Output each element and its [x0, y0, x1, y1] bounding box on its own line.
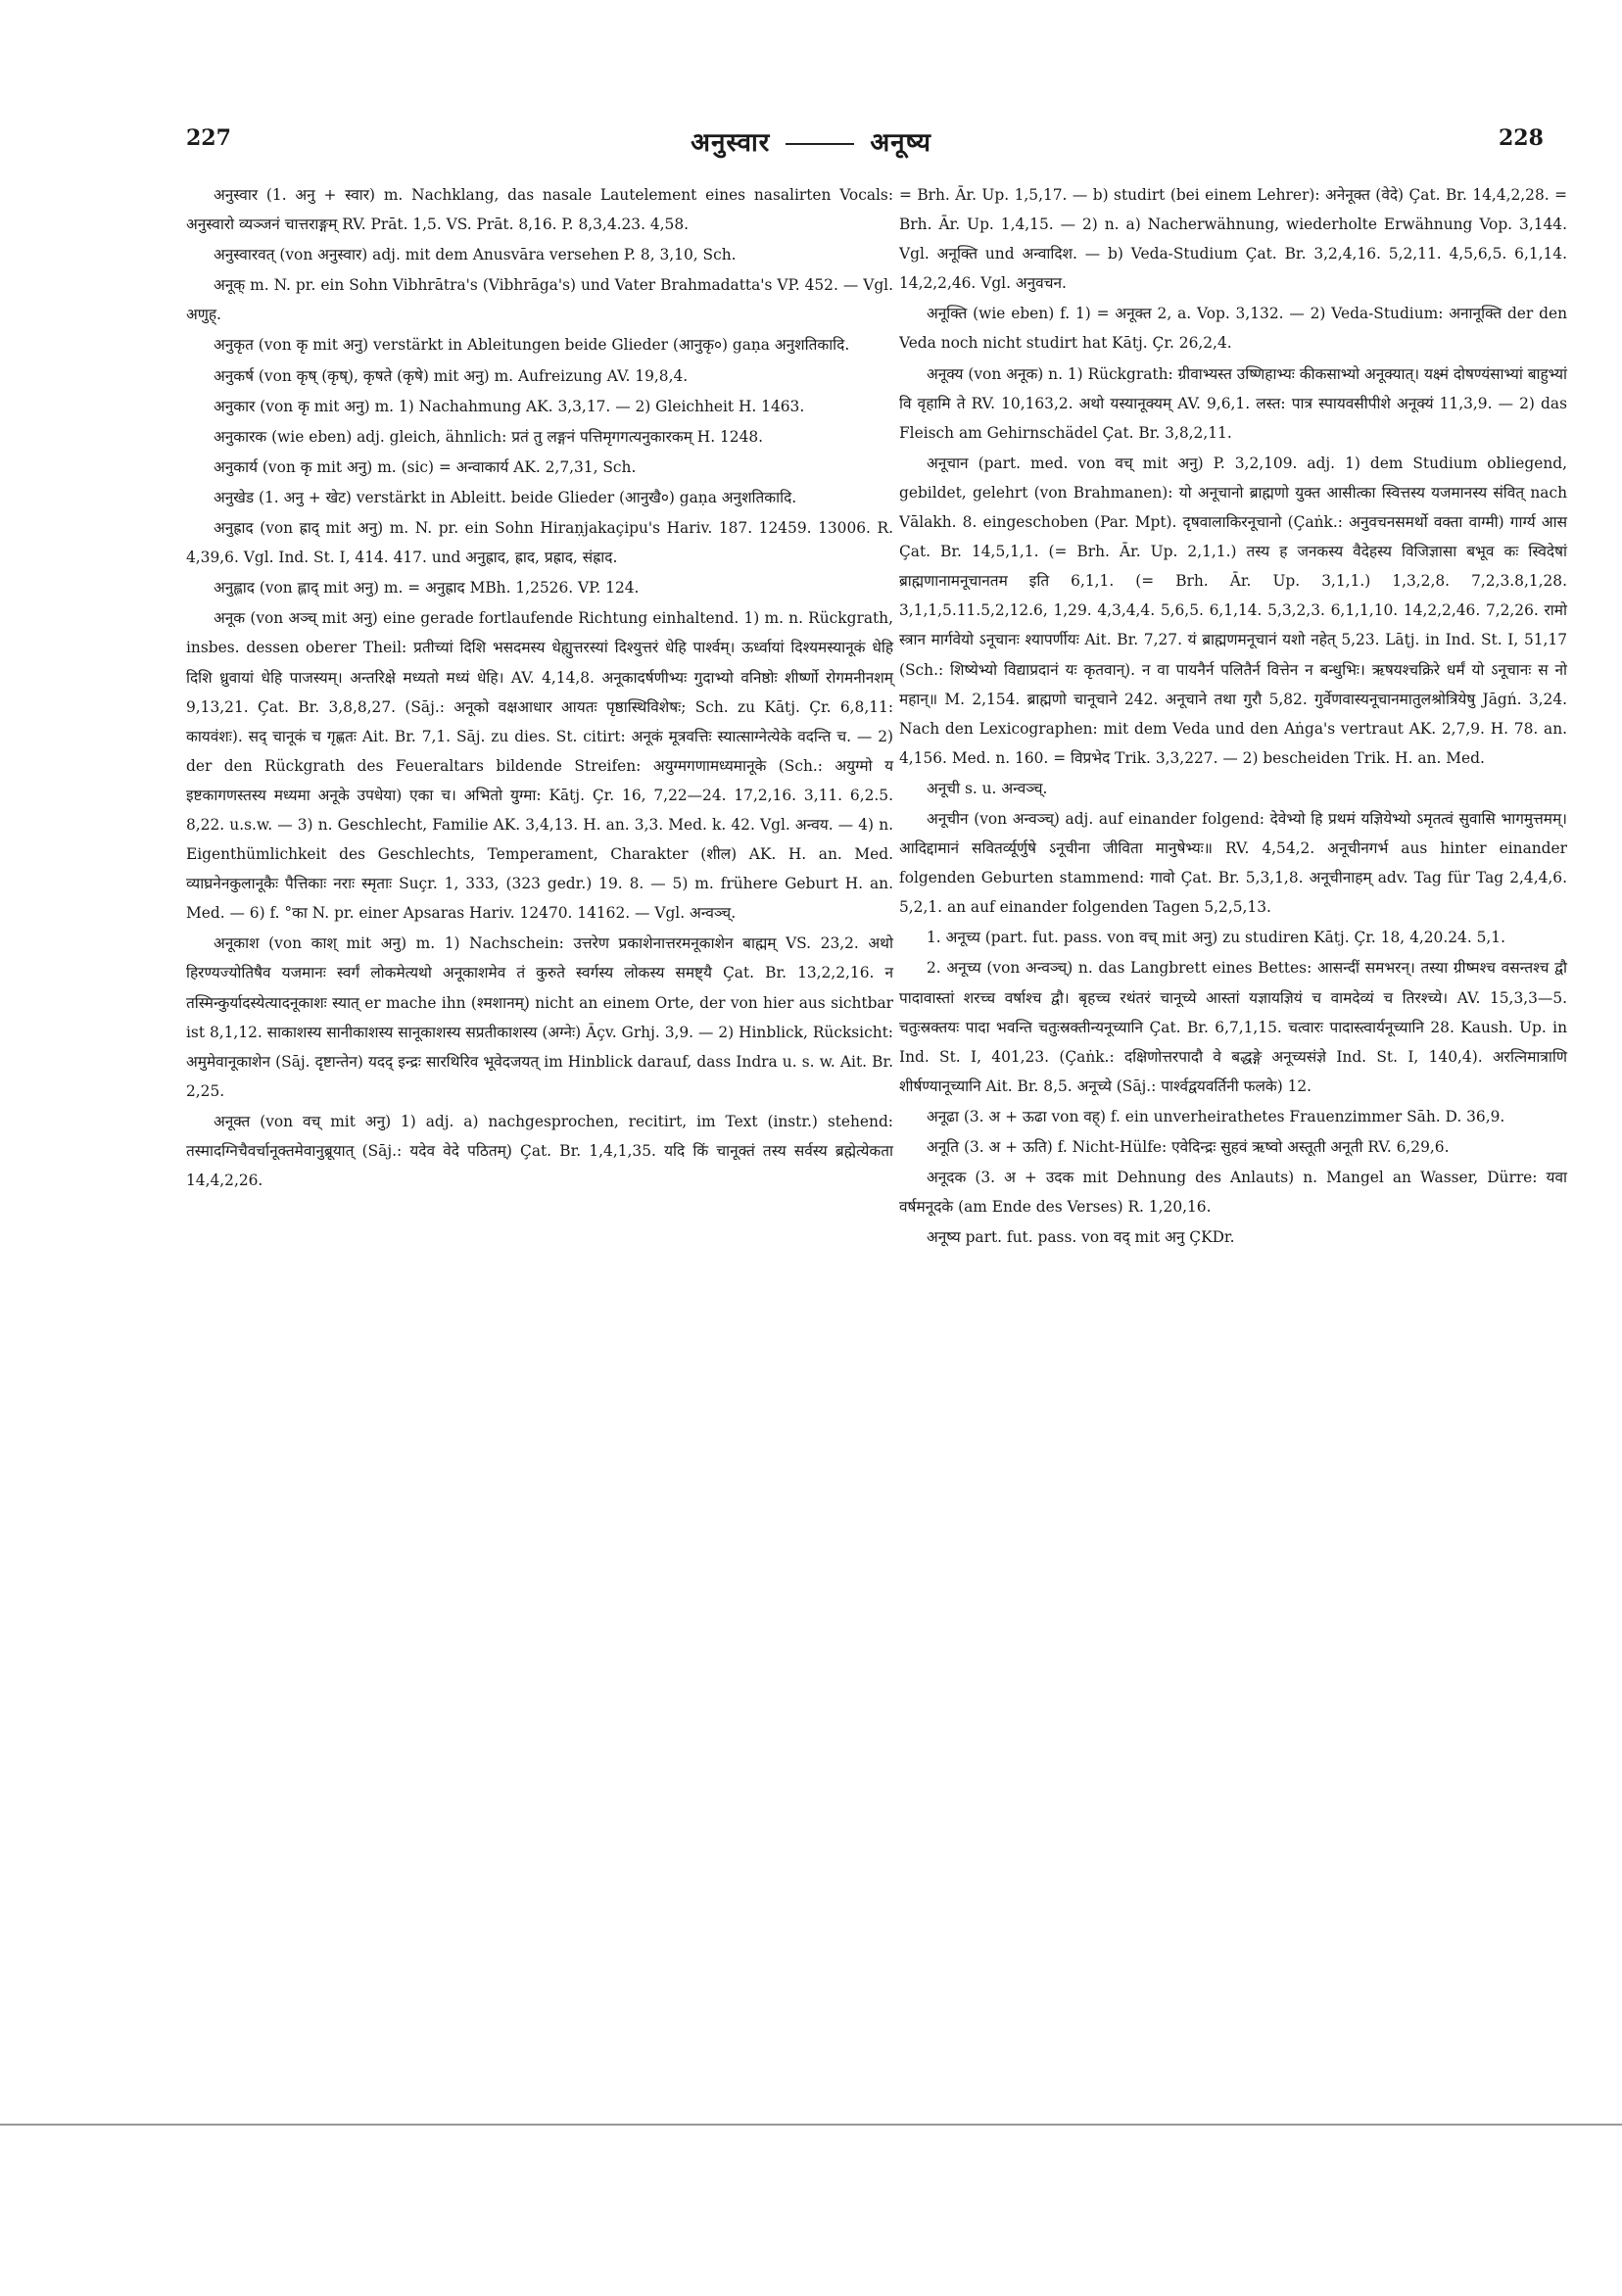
dictionary-entry: अनुह्लाद (von ह्लाद् mit अनु) m. = अनुह्राद MBh. 1,2526. VP. 124. — [214, 579, 640, 598]
bottom-rule — [0, 2124, 1622, 2126]
dictionary-entry: अनूक्त (von वच् mit अनु) 1) adj. a) nachgesprochen, recitirt, im Text (instr.) stehend: तस्मादग्निचैवर्चानूक्तमेवानुब्रूयात् (Sāj.: यदेव वेदे पठितम्) Çat. Br. 1,4,1,35. यदि किं चानूक्तं तस्य सर्वस्य ब्रह्मेत्येकता 14,4,2,26. — [186, 1112, 893, 1190]
header-last-word: अनूष्य — [870, 128, 931, 158]
header-first-word: अनुस्वार — [691, 128, 771, 158]
running-header — [588, 123, 1034, 159]
dictionary-entry: अनूक्य (von अनूक) n. 1) Rückgrath: ग्रीवाभ्यस्त उष्णिहाभ्यः कीकसाभ्यो अनूक्यात्। यक्ष्मं दोषण्यंसाभ्यां बाहुभ्यां वि वृहामि ते RV. 10,163,2. अथो यस्यानूक्यम् AV. 9,6,1. लस्त: पात्र स्पायवसीपीशे अनूक्यं 11,3,9. — 2) das Fleisch am Gehirnschädel Çat. Br. 3,8,2,11. — [899, 364, 1567, 442]
dictionary-entry: अनुस्वार (1. अनु + स्वार) m. Nachklang, das nasale Lautelement eines nasalirten Vocals: अनुस्वारो व्यञ्जनं चात्तराङ्गम् RV. Prāt. 1,5. VS. Prāt. 8,16. P. 8,3,4.23. 4,58. — [186, 186, 893, 234]
dictionary-entry: अनुकार (von कृ mit अनु) m. 1) Nachahmung AK. 3,3,17. — 2) Gleichheit H. 1463. — [214, 397, 805, 415]
left-column — [186, 180, 893, 1196]
dictionary-entry: अनूति (3. अ + ऊति) f. Nicht-Hülfe: एवेदिन्द्रः सुहवं ऋष्वो अस्तूती अनूती RV. 6,29,6. — [927, 1138, 1450, 1156]
dictionary-entry: अनूकाश (von काश् mit अनु) m. 1) Nachschein: उत्तरेण प्रकाशेनात्तरमनूकाशेन बाह्मम् VS. 23,2. अथो हिरण्यज्योतिषैव यजमानः स्वर्गं लोकमेत्यथो अनूकाशमेव तं कुरुते स्वर्गस्य लोकस्य समष्ट्यै Çat. Br. 13,2,2,16. न तस्मिन्कुर्यादस्येत्यादनूकाशः स्यात् er mache ihn (श्मशानम्) nicht an einem Orte, der von hier aus sichtbar ist 8,1,12. साकाशस्य सानीकाशस्य सानूकाशस्य सप्रतीकाशस्य (अग्नेः) Āçv. Grhj. 3,9. — 2) Hinblick, Rücksicht: अमुमेवानूकाशेन (Sāj. दृष्टान्तेन) यदद् इन्द्रः सारथिरिव भूवेदजयत् im Hinblick darauf, dass Indra u. s. w. Ait. Br. 2,25. — [186, 934, 893, 1100]
right-column — [899, 180, 1567, 1253]
dictionary-entry: 1. अनूच्य (part. fut. pass. von वच् mit अनु) zu studiren Kātj. Çr. 18, 4,20.24. 5,1. — [927, 929, 1505, 947]
dictionary-entry: अनुकारक (wie eben) adj. gleich, ähnlich: प्रतं तु लङ्गनं पत्तिमृगगत्यनुकारकम् H. 1248. — [214, 427, 764, 446]
right-page-number: 228 — [1499, 125, 1544, 151]
header-dash — [786, 143, 854, 145]
dictionary-entry: अनुकृत (von कृ mit अनु) verstärkt in Ableitungen beide Glieder (आनुकृ०) gaṇa अनुशतिकादि. — [214, 336, 850, 355]
dictionary-entry: अनूदक (3. अ + उदक mit Dehnung des Anlauts) n. Mangel an Wasser, Dürre: यवा वर्षमनूदके (am Ende des Verses) R. 1,20,16. — [899, 1169, 1567, 1217]
left-page-number: 227 — [186, 125, 231, 151]
dictionary-entry: अनुस्वारवत् (von अनुस्वार) adj. mit dem Anusvāra versehen P. 8, 3,10, Sch. — [214, 246, 737, 264]
dictionary-entry: अनुह्राद (von ह्राद् mit अनु) m. N. pr. ein Sohn Hiraṇjakaçipu's Hariv. 187. 12459. 13006. R. 4,39,6. Vgl. Ind. St. I, 414. 417. und अनुह्राद, ह्राद, प्रह्राद, संह्राद. — [186, 519, 893, 567]
dictionary-entry: अनूक्ति (wie eben) f. 1) = अनूक्त 2, a. Vop. 3,132. — 2) Veda-Studium: अनानूक्ति der den Veda noch nicht studirt hat Kātj. Çr. 26,2,4. — [899, 305, 1567, 353]
dictionary-entry: अनूचान (part. med. von वच् mit अनु) P. 3,2,109. adj. 1) dem Studium obliegend, gebildet, gelehrt (von Brahmanen): यो अनूचानो ब्राह्मणो युक्त आसीत्का स्वित्तस्य यजमानस्य संवित् nach Vālakh. 8. eingeschoben (Par. Mpt). दृषवालाकिरनूचानो (Çaṅk.: अनुवचनसमर्थो वक्ता वाग्मी) गार्ग्य आस Çat. Br. 14,5,1,1. (= Brh. Ār. Up. 2,1,1.) तस्य ह जनकस्य वैदेहस्य विजिज्ञासा बभूव कः स्विदेषां ब्राह्मणानामनूचानतम इति 6,1,1. (= Brh. Ār. Up. 3,1,1.) 1,3,2,8. 7,2,3.8,1,28. 3,1,1,5.11.5,2,12.6, 1,29. 4,3,4,4. 5,6,5. 6,1,14. 5,3,2,3. 6,1,1,10. 14,2,2,46. 7,2,26. रामो स्त्रान मार्गवेयो ऽनूचानः श्यापर्णीयः Ait. Br. 7,27. यं ब्राह्मणमनूचानं यशो नहेत् 5,23. Lāṭj. in Ind. St. I, 51,17 (Sch.: शिष्येभ्यो विद्याप्रदानं यः कृतवान्). न वा पायनैर्न पलितैर्न वित्तेन न बन्धुभिः। ऋषयश्चक्रिरे धर्मं यो ऽनूचानः स नो महान्॥ M. 2,154. ब्राह्मणो चानूचाने 242. अनूचाने तथा गुरौ 5,82. गुर्वेणवास्यनूचानमातुलश्रोत्रियेषु Jāgń. 3,24. Nach den Lexicographen: mit dem Veda und den Aṅga's vertraut AK. 2,7,9. H. 78. an. 4,156. Med. n. 160. = विप्रभेद Trik. 3,3,227. — 2) bescheiden Trik. H. an. Med. — [899, 454, 1567, 767]
dictionary-entry: अनूक् m. N. pr. ein Sohn Vibhrātra's (Vibhrāga's) und Vater Brahmadatta's VP. 452. — Vgl. अणुह्. — [186, 276, 893, 324]
dictionary-entry: अनूष्य part. fut. pass. von वद् mit अनु ÇKDr. — [927, 1228, 1235, 1247]
dictionary-entry: अनुकार्य (von कृ mit अनु) m. (sic) = अन्वाकार्य AK. 2,7,31, Sch. — [214, 457, 637, 476]
dictionary-entry: अनुखेड (1. अनु + खेट) verstärkt in Ableitt. beide Glieder (आनुखै०) gaṇa अनुशतिकादि. — [214, 488, 797, 506]
dictionary-entry: अनूढा (3. अ + ऊढा von वह्) f. ein unverheirathetes Frauenzimmer Sāh. D. 36,9. — [927, 1107, 1505, 1125]
dictionary-entry: अनुकर्ष (von कृष् (कृष्), कृषते (कृषे) mit अनु) m. Aufreizung AV. 19,8,4. — [214, 366, 689, 385]
dictionary-entry: 2. अनूच्य (von अन्वञ्च्) n. das Langbrett eines Bettes: आसन्दीं समभरन्। तस्या ग्रीष्मश्च वसन्तश्च द्वौ पादावास्तां शरच्च वर्षाश्च द्वौ। बृहच्च रथंतरं चानूच्ये आस्तां यज्ञायज्ञियं च वामदेव्यं च तिरश्च्ये। AV. 15,3,3—5. चतुःस्रक्तयः पादा भवन्ति चतुःस्रक्तीन्यनूच्यानि Çat. Br. 6,7,1,15. चत्वारः पादास्त्वार्यनूच्यानि 28. Kaush. Up. in Ind. St. I, 401,23. (Çaṅk.: दक्षिणोत्तरपादौ वे बद्धङ्गे अनूच्यसंज्ञे Ind. St. I, 140,4). अरत्निमात्राणि शीर्षण्यानूच्यानि Ait. Br. 8,5. अनूच्ये (Sāj.: पार्श्वद्वयवर्तिनी फलके) 12. — [899, 959, 1567, 1095]
dictionary-entry: अनूचीन (von अन्वञ्च्) adj. auf einander folgend: देवेभ्यो हि प्रथमं यज्ञियेभ्यो ऽमृतत्वं सुवासि भागमुत्तमम्। आदिद्दामानं सवितर्व्यूर्णुषे ऽनूचीना जीविता मानुषेभ्यः॥ RV. 4,54,2. अनूचीनगर्भ aus hinter einander folgenden Geburten stammend: गावो Çat. Br. 5,3,1,8. अनूचीनाहम् adv. Tag für Tag 2,4,4,6. 5,2,1. an auf einander folgenden Tagen 5,2,5,13. — [899, 809, 1567, 917]
dictionary-entry: अनूची s. u. अन्वञ्च्. — [927, 779, 1048, 797]
dictionary-entry-continued: = Brh. Ār. Up. 1,5,17. — b) studirt (bei einem Lehrer): अनेनूक्त (वेदे) Çat. Br. 14,4,2,28. = Brh. Ār. Up. 1,4,15. — 2) n. a) Nacherwähnung, wiederholte Erwähnung Vop. 3,144. Vgl. अनूक्ति und अन्वादिश. — b) Veda-Studium Çat. Br. 3,2,4,16. 5,2,11. 4,5,6,5. 6,1,14. 14,2,2,46. Vgl. अनुवचन. — [899, 186, 1567, 293]
dictionary-entry: अनूक (von अञ्च् mit अनु) eine gerade fortlaufende Richtung einhaltend. 1) m. n. Rückgrath, insbes. dessen oberer Theil: प्रतीच्यां दिशि भसदमस्य धेह्युत्तरस्यां दिश्युत्तरं धेहि पार्श्वम्। ऊर्ध्वायां दिश्यमस्यानूकं धेहि दिशि ध्रुवायां धेहि पाजस्यम्। अन्तरिक्षे मध्यतो मध्यं धेहि। AV. 4,14,8. अनूकादर्षणीभ्यः गुदाभ्यो वनिष्ठोः शीर्ष्णो रोगमनीनशम् 9,13,21. Çat. Br. 3,8,8,27. (Sāj.: अनूको वक्षआधार आयतः पृष्ठास्थिविशेषः; Sch. zu Kātj. Çr. 6,8,11: कायवंशः). सद् चानूकं च गृह्णतः Ait. Br. 7,1. Sāj. zu dies. St. citirt: अनूकं मूत्रवत्तिः स्यात्साग्नेत्येके वदन्ति च. — 2) der den Rückgrath des Feueraltars bildende Streifen: अयुग्मगणामध्यमानूके (Sch.: अयुग्मो य इष्टकागणस्तस्य मध्यमा अनूके उपधेया) एका च। अभितो युग्मा: Kātj. Çr. 16, 7,22—24. 17,2,16. 3,11. 6,2.5. 8,22. u.s.w. — 3) n. Geschlecht, Familie AK. 3,4,13. H. an. 3,3. Med. k. 42. Vgl. अन्वय. — 4) n. Eigenthümlichkeit des Geschlechts, Temperament, Charakter (शील) AK. H. an. Med. व्याघ्रनेनकुलानूकैः पैत्तिकाः नराः स्मृताः Suçr. 1, 333, (323 gedr.) 19. 8. — 5) m. frühere Geburt H. an. Med. — 6) f. °का N. pr. einer Apsaras Hariv. 12470. 14162. — Vgl. अन्वञ्च्. — [186, 609, 893, 923]
